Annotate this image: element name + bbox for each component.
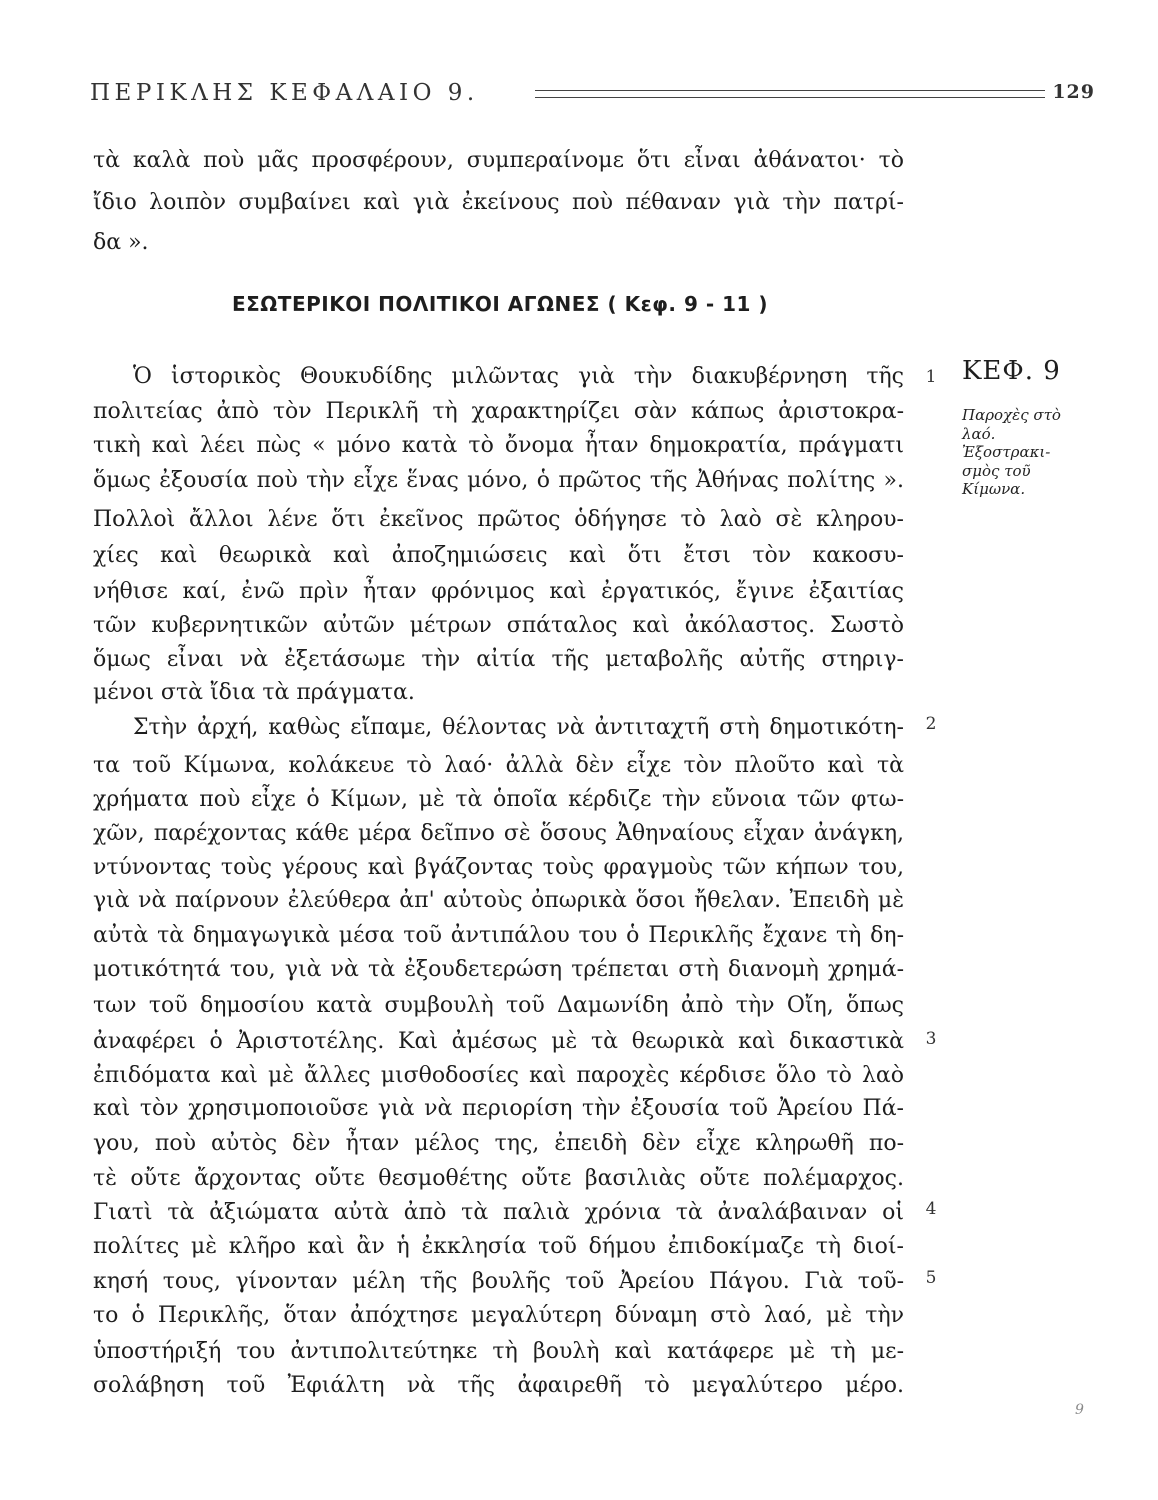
margin-number: 2: [925, 714, 937, 734]
body-line: κησή τους, γίνονταν μέλη τῆς βουλῆς τοῦ Ἀρείου Πάγου. Γιὰ τοῦ-: [93, 1269, 904, 1294]
margin-note-line: λαό.: [962, 424, 996, 443]
body-line: δα ».: [93, 230, 149, 255]
body-line: χῶν, παρέχοντας κάθε μέρα δεῖπνο σὲ ὅσους Ἀθηναίους εἶχαν ἀνάγκη,: [93, 821, 904, 846]
body-line: ἀναφέρει ὁ Ἀριστοτέλης. Καὶ ἀμέσως μὲ τὰ θεωρικὰ καὶ δικαστικὰ: [93, 1029, 904, 1054]
body-line: γιὰ νὰ παίρνουν ἐλεύθερα ἀπ' αὐτοὺς ὀπωρικὰ ὅσοι ἤθελαν. Ἐπειδὴ μὲ: [93, 888, 904, 913]
body-line: μοτικότητά του, γιὰ νὰ τὰ ἐξουδετερώση τρέπεται στὴ διανομὴ χρημά-: [93, 957, 904, 982]
body-line: των τοῦ δημοσίου κατὰ συμβουλὴ τοῦ Δαμωνίδη ἀπὸ τὴν Οἴη, ὅπως: [93, 993, 904, 1018]
body-line: Πολλοὶ ἄλλοι λένε ὅτι ἐκεῖνος πρῶτος ὁδήγησε τὸ λαὸ σὲ κληρου-: [93, 507, 904, 532]
body-line: ἴδιο λοιπὸν συμβαίνει καὶ γιὰ ἐκείνους ποὺ πέθαναν γιὰ τὴν πατρί-: [93, 190, 904, 215]
body-line: τῶν κυβερνητικῶν αὐτῶν μέτρων σπάταλος καὶ ἀκόλαστος. Σωστὸ: [93, 613, 904, 638]
body-line: χίες καὶ θεωρικὰ καὶ ἀποζημιώσεις καὶ ὅτι ἔτσι τὸν κακοσυ-: [93, 543, 904, 568]
body-line: τα τοῦ Κίμωνα, κολάκευε τὸ λαό· ἀλλὰ δὲν εἶχε τὸν πλοῦτο καὶ τὰ: [93, 753, 904, 778]
margin-note-line: Ἐξοστρακι-: [962, 443, 1051, 461]
body-line: Στὴν ἀρχή, καθὼς εἴπαμε, θέλοντας νὰ ἀντιταχτῆ στὴ δημοτικότη-: [133, 715, 904, 740]
margin-number: 4: [925, 1199, 937, 1219]
chapter-label: ΚΕΦ. 9: [962, 356, 1061, 386]
body-line: ὅμως εἶναι νὰ ἐξετάσωμε τὴν αἰτία τῆς μεταβολῆς αὐτῆς στηριγ-: [93, 647, 904, 672]
body-line: Ὁ ἱστορικὸς Θουκυδίδης μιλῶντας γιὰ τὴν διακυβέρνηση τῆς: [133, 364, 904, 389]
body-line: πολίτες μὲ κλῆρο καὶ ἂν ἡ ἐκκλησία τοῦ δήμου ἐπιδοκίμαζε τὴ διοί-: [93, 1234, 904, 1259]
margin-number: 3: [925, 1029, 937, 1049]
page-header: [90, 80, 1095, 120]
body-line: καὶ τὸν χρησιμοποιοῦσε γιὰ νὰ περιορίση τὴν ἐξουσία τοῦ Ἀρείου Πά-: [93, 1096, 904, 1121]
body-line: ὅμως ἐξουσία ποὺ τὴν εἶχε ἕνας μόνο, ὁ πρῶτος τῆς Ἀθήνας πολίτης ».: [93, 468, 904, 493]
margin-note-line: Κίμωνα.: [962, 480, 1026, 498]
body-line: σολάβηση τοῦ Ἐφιάλτη νὰ τῆς ἀφαιρεθῆ τὸ μεγαλύτερο μέρο.: [93, 1373, 904, 1398]
header-double-rule: [535, 90, 1045, 98]
body-line: αὐτὰ τὰ δημαγωγικὰ μέσα τοῦ ἀντιπάλου του ὁ Περικλῆς ἔχανε τὴ δη-: [93, 923, 904, 948]
margin-note: [962, 406, 1102, 499]
body-line: τικὴ καὶ λέει πὼς « μόνο κατὰ τὸ ὄνομα ἦταν δημοκρατία, πράγματι: [93, 433, 904, 458]
body-line: χρήματα ποὺ εἶχε ὁ Κίμων, μὲ τὰ ὁποῖα κέρδιζε τὴν εὔνοια τῶν φτω-: [93, 787, 904, 812]
page-number: 129: [1052, 81, 1095, 103]
body-line: ὑποστήριξή του ἀντιπολιτεύτηκε τὴ βουλὴ καὶ κατάφερε μὲ τὴ με-: [93, 1339, 904, 1364]
body-line: το ὁ Περικλῆς, ὅταν ἀπόχτησε μεγαλύτερη δύναμη στὸ λαό, μὲ τὴν: [93, 1303, 904, 1328]
body-line: τὰ καλὰ ποὺ μᾶς προσφέρουν, συμπεραίνομε ὅτι εἶναι ἀθάνατοι· τὸ: [93, 148, 904, 173]
section-heading: ΕΣΩΤΕΡΙΚΟΙ ΠΟΛΙΤΙΚΟΙ ΑΓΩΝΕΣ ( Κεφ. 9 - 11 ): [231, 292, 769, 316]
margin-number: 5: [925, 1268, 937, 1288]
running-head: ΠΕΡΙΚΛΗΣ ΚΕΦΑΛΑΙΟ 9.: [90, 80, 479, 106]
body-line: ντύνοντας τοὺς γέρους καὶ βγάζοντας τοὺς φραγμοὺς τῶν κήπων του,: [93, 855, 904, 880]
stray-ink-mark: 9: [1075, 1402, 1084, 1418]
body-line: νήθισε καί, ἐνῶ πρὶν ἦταν φρόνιμος καὶ ἐργατικός, ἔγινε ἐξαιτίας: [93, 579, 904, 604]
margin-note-line: σμὸς τοῦ: [962, 461, 1031, 480]
body-line: μένοι στὰ ἴδια τὰ πράγματα.: [93, 680, 415, 705]
margin-number: 1: [925, 367, 937, 387]
body-line: Γιατὶ τὰ ἀξιώματα αὐτὰ ἀπὸ τὰ παλιὰ χρόνια τὰ ἀναλάβαιναν οἱ: [93, 1200, 904, 1225]
body-line: τὲ οὔτε ἄρχοντας οὔτε θεσμοθέτης οὔτε βασιλιὰς οὔτε πολέμαρχος.: [93, 1166, 904, 1191]
body-line: γου, ποὺ αὐτὸς δὲν ἦταν μέλος της, ἐπειδὴ δὲν εἶχε κληρωθῆ πο-: [93, 1131, 904, 1156]
body-line: πολιτείας ἀπὸ τὸν Περικλῆ τὴ χαρακτηρίζει σὰν κάπως ἀριστοκρα-: [93, 399, 904, 424]
margin-note-line: Παροχὲς στὸ: [962, 406, 1061, 424]
body-line: ἐπιδόματα καὶ μὲ ἄλλες μισθοδοσίες καὶ παροχὲς κέρδισε ὅλο τὸ λαὸ: [93, 1063, 904, 1088]
